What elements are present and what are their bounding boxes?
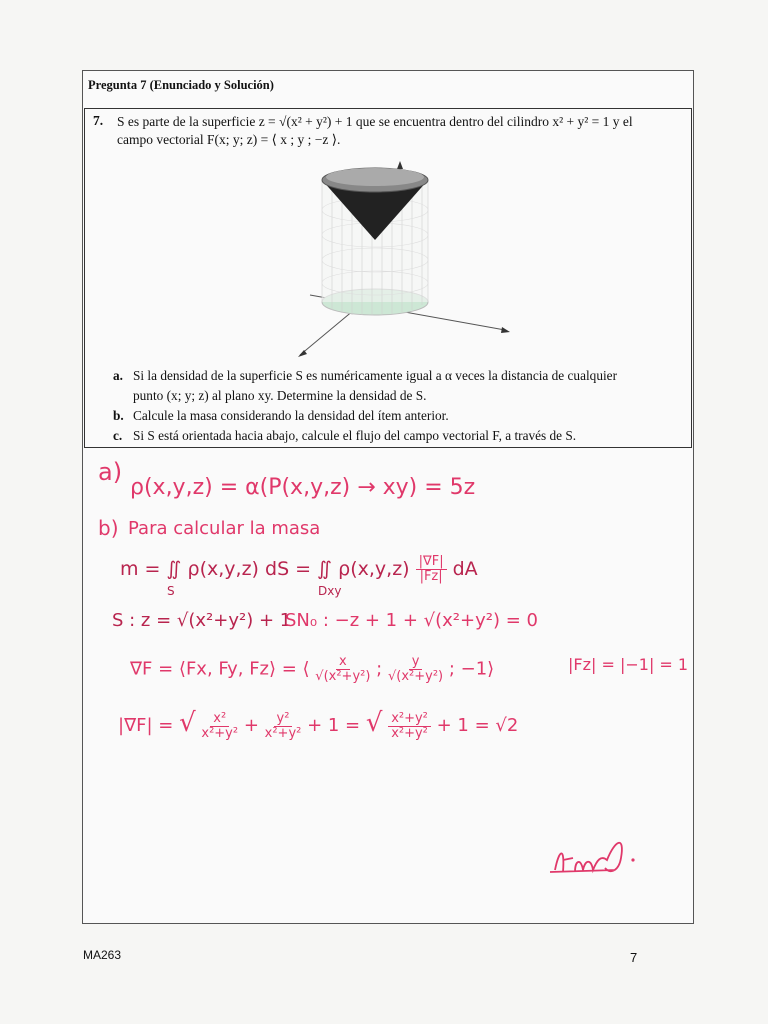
item-a-text: Si la densidad de la superficie S es numéricamente igual a α veces la distancia de cualquier — [133, 368, 617, 383]
hw-grad-lhs: ∇F = ⟨Fx, Fy, Fz⟩ = ⟨ — [130, 658, 310, 680]
hw-norm-den1: x²+y² — [201, 725, 239, 741]
item-c — [113, 426, 683, 446]
hw-mass-fraction — [416, 555, 447, 584]
hw-mass-lhs: m = ∬ ρ(x,y,z) dS = ∬ ρ(x,y,z) — [120, 558, 410, 580]
hw-mass-da: dA — [452, 558, 478, 580]
problem-items — [113, 366, 683, 446]
hw-s-definition: S : z = √(x²+y²) + 1 — [112, 610, 292, 631]
item-a-cont-label — [113, 386, 133, 406]
page-number: 7 — [630, 950, 638, 965]
item-a-label: a. — [113, 368, 123, 383]
hw-mass-sub-dxy: Dxy — [318, 584, 342, 598]
hw-grad-x — [315, 655, 370, 684]
statement-line-1: S es parte de la superficie z = √(x² + y²) + 1 que se encuentra dentro del cilindro x² + y² = 1 y el — [117, 114, 633, 129]
item-b — [113, 406, 683, 426]
item-c-label: c. — [113, 428, 123, 443]
hw-grad-z: ; −1⟩ — [448, 658, 495, 680]
hw-b-text: Para calcular la masa — [128, 518, 321, 539]
item-c-text: Si S está orientada hacia abajo, calcule el flujo del campo vectorial F, a través de S. — [133, 428, 577, 443]
question-number: 7. — [93, 113, 104, 128]
course-code: MA263 — [83, 948, 122, 962]
surface-figure — [270, 155, 530, 360]
page-title: Pregunta 7 (Enunciado y Solución) — [88, 78, 274, 92]
hw-norm-num3: x²+y² — [388, 712, 431, 727]
problem-statement — [117, 113, 687, 149]
hw-norm: |∇F| = √ $\frac{\text{x²}}{\text{x²+y²}}$ + $\frac{\text{y²}}{\text{x²+y²}}$ + 1 = √ $\frac{\text{x²+y²}}{\text{x²+y²}}$ + 1 = √2 — [118, 708, 519, 741]
hw-gradient: ∇F = ⟨Fx, Fy, Fz⟩ = ⟨ $\frac{x}{\text{√(x²+y²)}}$ ; $\frac{y}{\text{√(x²+y²)}}$ ; −1⟩ — [130, 654, 495, 684]
hw-grad-x-num: x — [336, 655, 350, 670]
hw-grad-y-den: √(x²+y²) — [387, 669, 444, 684]
item-b-label: b. — [113, 408, 124, 423]
hw-b-label: b) — [98, 516, 119, 540]
hw-a-label: a) — [98, 458, 123, 486]
hw-mass-sub-s: S — [167, 584, 175, 598]
item-b-text: Calcule la masa considerando la densidad del ítem anterior. — [133, 408, 449, 423]
hw-norm-lhs: |∇F| = — [118, 715, 174, 736]
hw-sn-definition: SN₀ : −z + 1 + √(x²+y²) = 0 — [285, 610, 538, 631]
hw-norm-den2: x²+y² — [264, 725, 302, 741]
hw-grad-y-num: y — [409, 655, 423, 670]
hw-grad-y — [388, 655, 443, 684]
hw-grad-x-den: √(x²+y²) — [315, 669, 371, 684]
item-a-cont — [113, 386, 683, 406]
hw-norm-term1: $\frac{\text{x²}}{\text{x²+y²}}$ — [201, 710, 239, 741]
hw-mass-frac-den: |Fz| — [419, 569, 443, 584]
hw-norm-den3: x²+y² — [391, 725, 428, 741]
signature — [545, 830, 645, 890]
hw-norm-term3 — [388, 712, 431, 741]
hw-norm-term2: $\frac{\text{y²}}{\text{x²+y²}}$ — [264, 710, 302, 741]
item-a — [113, 366, 683, 386]
statement-line-2: campo vectorial F(x; y; z) = ⟨ x ; y ; −z ⟩. — [117, 132, 341, 147]
hw-norm-rhs: = √2 — [474, 715, 519, 736]
hw-mass-frac-num: |∇F| — [416, 555, 447, 570]
item-a-cont-text: punto (x; y; z) al plano xy. Determine la densidad de S. — [133, 388, 427, 403]
hw-mass-equation — [120, 555, 478, 584]
hw-fz-abs: |Fz| = |−1| = 1 — [568, 655, 689, 674]
hw-a-equation: ρ(x,y,z) = α(P(x,y,z) → xy) = 5z — [130, 475, 476, 500]
